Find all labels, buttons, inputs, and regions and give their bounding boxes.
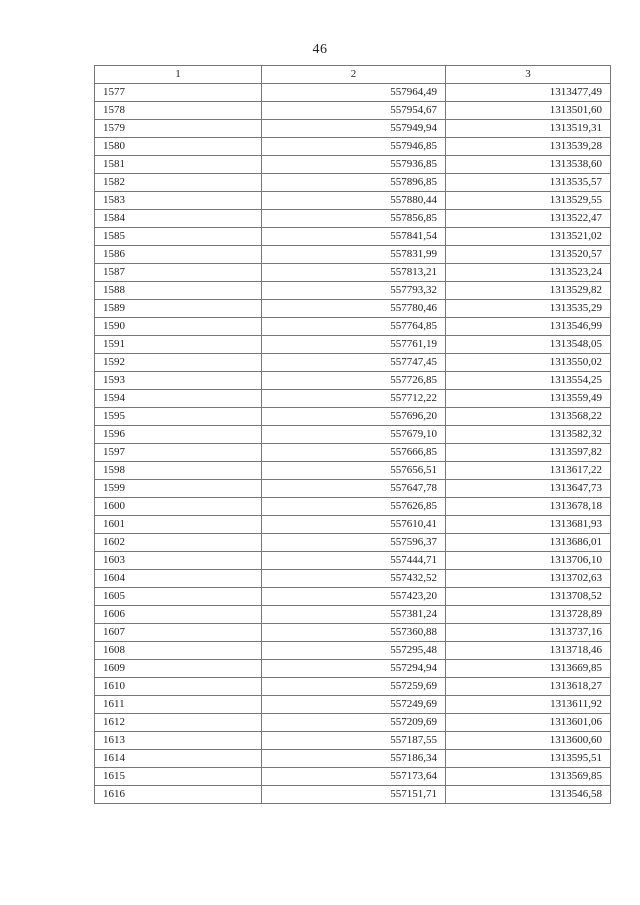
y-coordinate-cell: 1313600,60 — [446, 732, 611, 750]
x-coordinate-cell: 557294,94 — [262, 660, 446, 678]
point-number-cell: 1616 — [95, 786, 262, 804]
y-coordinate-cell: 1313548,05 — [446, 336, 611, 354]
point-number-cell: 1601 — [95, 516, 262, 534]
table-row — [95, 480, 611, 498]
table-row — [95, 336, 611, 354]
y-coordinate-cell: 1313686,01 — [446, 534, 611, 552]
table-row — [95, 444, 611, 462]
y-coordinate-cell: 1313519,31 — [446, 120, 611, 138]
point-number-cell: 1610 — [95, 678, 262, 696]
y-coordinate-cell: 1313568,22 — [446, 408, 611, 426]
point-number-cell: 1581 — [95, 156, 262, 174]
table-row — [95, 552, 611, 570]
y-coordinate-cell: 1313501,60 — [446, 102, 611, 120]
x-coordinate-cell: 557954,67 — [262, 102, 446, 120]
table-row — [95, 678, 611, 696]
point-number-cell: 1611 — [95, 696, 262, 714]
x-coordinate-cell: 557841,54 — [262, 228, 446, 246]
x-coordinate-cell: 557295,48 — [262, 642, 446, 660]
table-row — [95, 120, 611, 138]
table-row — [95, 660, 611, 678]
column-header-2: 2 — [262, 66, 446, 84]
table-row — [95, 174, 611, 192]
x-coordinate-cell: 557186,34 — [262, 750, 446, 768]
y-coordinate-cell: 1313569,85 — [446, 768, 611, 786]
y-coordinate-cell: 1313535,57 — [446, 174, 611, 192]
y-coordinate-cell: 1313523,24 — [446, 264, 611, 282]
x-coordinate-cell: 557432,52 — [262, 570, 446, 588]
point-number-cell: 1615 — [95, 768, 262, 786]
table-row — [95, 534, 611, 552]
point-number-cell: 1588 — [95, 282, 262, 300]
table-row — [95, 282, 611, 300]
x-coordinate-cell: 557880,44 — [262, 192, 446, 210]
point-number-cell: 1578 — [95, 102, 262, 120]
y-coordinate-cell: 1313535,29 — [446, 300, 611, 318]
table-row — [95, 84, 611, 102]
y-coordinate-cell: 1313529,82 — [446, 282, 611, 300]
y-coordinate-cell: 1313522,47 — [446, 210, 611, 228]
table-row — [95, 102, 611, 120]
y-coordinate-cell: 1313681,93 — [446, 516, 611, 534]
column-header-3: 3 — [446, 66, 611, 84]
table-row — [95, 318, 611, 336]
x-coordinate-cell: 557764,85 — [262, 318, 446, 336]
y-coordinate-cell: 1313706,10 — [446, 552, 611, 570]
y-coordinate-cell: 1313708,52 — [446, 588, 611, 606]
x-coordinate-cell: 557712,22 — [262, 390, 446, 408]
point-number-cell: 1599 — [95, 480, 262, 498]
table-row — [95, 714, 611, 732]
x-coordinate-cell: 557259,69 — [262, 678, 446, 696]
y-coordinate-cell: 1313618,27 — [446, 678, 611, 696]
y-coordinate-cell: 1313559,49 — [446, 390, 611, 408]
x-coordinate-cell: 557626,85 — [262, 498, 446, 516]
y-coordinate-cell: 1313582,32 — [446, 426, 611, 444]
table-row — [95, 138, 611, 156]
point-number-cell: 1594 — [95, 390, 262, 408]
point-number-cell: 1589 — [95, 300, 262, 318]
point-number-cell: 1580 — [95, 138, 262, 156]
y-coordinate-cell: 1313477,49 — [446, 84, 611, 102]
x-coordinate-cell: 557151,71 — [262, 786, 446, 804]
y-coordinate-cell: 1313546,58 — [446, 786, 611, 804]
x-coordinate-cell: 557856,85 — [262, 210, 446, 228]
table-row — [95, 786, 611, 804]
point-number-cell: 1596 — [95, 426, 262, 444]
y-coordinate-cell: 1313595,51 — [446, 750, 611, 768]
y-coordinate-cell: 1313617,22 — [446, 462, 611, 480]
x-coordinate-cell: 557596,37 — [262, 534, 446, 552]
x-coordinate-cell: 557423,20 — [262, 588, 446, 606]
y-coordinate-cell: 1313546,99 — [446, 318, 611, 336]
y-coordinate-cell: 1313529,55 — [446, 192, 611, 210]
table-row — [95, 498, 611, 516]
point-number-cell: 1604 — [95, 570, 262, 588]
y-coordinate-cell: 1313678,18 — [446, 498, 611, 516]
x-coordinate-cell: 557831,99 — [262, 246, 446, 264]
point-number-cell: 1600 — [95, 498, 262, 516]
table-body — [95, 84, 611, 804]
table-row — [95, 246, 611, 264]
y-coordinate-cell: 1313550,02 — [446, 354, 611, 372]
point-number-cell: 1582 — [95, 174, 262, 192]
x-coordinate-cell: 557747,45 — [262, 354, 446, 372]
x-coordinate-cell: 557726,85 — [262, 372, 446, 390]
x-coordinate-cell: 557610,41 — [262, 516, 446, 534]
point-number-cell: 1608 — [95, 642, 262, 660]
header-row — [95, 66, 611, 84]
table-row — [95, 264, 611, 282]
x-coordinate-cell: 557444,71 — [262, 552, 446, 570]
point-number-cell: 1606 — [95, 606, 262, 624]
x-coordinate-cell: 557656,51 — [262, 462, 446, 480]
point-number-cell: 1587 — [95, 264, 262, 282]
x-coordinate-cell: 557249,69 — [262, 696, 446, 714]
table-row — [95, 426, 611, 444]
x-coordinate-cell: 557949,94 — [262, 120, 446, 138]
point-number-cell: 1591 — [95, 336, 262, 354]
point-number-cell: 1595 — [95, 408, 262, 426]
table-header — [95, 66, 611, 84]
point-number-cell: 1597 — [95, 444, 262, 462]
y-coordinate-cell: 1313520,57 — [446, 246, 611, 264]
table-row — [95, 750, 611, 768]
table-row — [95, 354, 611, 372]
point-number-cell: 1614 — [95, 750, 262, 768]
table-row — [95, 210, 611, 228]
x-coordinate-cell: 557936,85 — [262, 156, 446, 174]
point-number-cell: 1603 — [95, 552, 262, 570]
point-number-cell: 1585 — [95, 228, 262, 246]
y-coordinate-cell: 1313538,60 — [446, 156, 611, 174]
y-coordinate-cell: 1313521,02 — [446, 228, 611, 246]
table-row — [95, 606, 611, 624]
y-coordinate-cell: 1313597,82 — [446, 444, 611, 462]
table-row — [95, 408, 611, 426]
x-coordinate-cell: 557813,21 — [262, 264, 446, 282]
y-coordinate-cell: 1313554,25 — [446, 372, 611, 390]
point-number-cell: 1590 — [95, 318, 262, 336]
coordinates-table — [94, 65, 611, 804]
y-coordinate-cell: 1313718,46 — [446, 642, 611, 660]
column-header-1: 1 — [95, 66, 262, 84]
point-number-cell: 1584 — [95, 210, 262, 228]
table-row — [95, 390, 611, 408]
point-number-cell: 1612 — [95, 714, 262, 732]
table-row — [95, 732, 611, 750]
x-coordinate-cell: 557173,64 — [262, 768, 446, 786]
table-row — [95, 156, 611, 174]
y-coordinate-cell: 1313539,28 — [446, 138, 611, 156]
point-number-cell: 1586 — [95, 246, 262, 264]
point-number-cell: 1605 — [95, 588, 262, 606]
table-row — [95, 624, 611, 642]
x-coordinate-cell: 557360,88 — [262, 624, 446, 642]
point-number-cell: 1577 — [95, 84, 262, 102]
y-coordinate-cell: 1313669,85 — [446, 660, 611, 678]
table-row — [95, 588, 611, 606]
table-row — [95, 228, 611, 246]
y-coordinate-cell: 1313728,89 — [446, 606, 611, 624]
page-number: 46 — [312, 42, 328, 57]
x-coordinate-cell: 557761,19 — [262, 336, 446, 354]
y-coordinate-cell: 1313611,92 — [446, 696, 611, 714]
table-row — [95, 372, 611, 390]
x-coordinate-cell: 557896,85 — [262, 174, 446, 192]
point-number-cell: 1609 — [95, 660, 262, 678]
table-row — [95, 192, 611, 210]
point-number-cell: 1602 — [95, 534, 262, 552]
y-coordinate-cell: 1313601,06 — [446, 714, 611, 732]
x-coordinate-cell: 557679,10 — [262, 426, 446, 444]
table-row — [95, 516, 611, 534]
point-number-cell: 1579 — [95, 120, 262, 138]
table-row — [95, 462, 611, 480]
x-coordinate-cell: 557209,69 — [262, 714, 446, 732]
point-number-cell: 1592 — [95, 354, 262, 372]
x-coordinate-cell: 557187,55 — [262, 732, 446, 750]
y-coordinate-cell: 1313737,16 — [446, 624, 611, 642]
table-row — [95, 696, 611, 714]
point-number-cell: 1607 — [95, 624, 262, 642]
x-coordinate-cell: 557780,46 — [262, 300, 446, 318]
x-coordinate-cell: 557666,85 — [262, 444, 446, 462]
table-row — [95, 300, 611, 318]
x-coordinate-cell: 557381,24 — [262, 606, 446, 624]
x-coordinate-cell: 557647,78 — [262, 480, 446, 498]
y-coordinate-cell: 1313702,63 — [446, 570, 611, 588]
point-number-cell: 1613 — [95, 732, 262, 750]
x-coordinate-cell: 557793,32 — [262, 282, 446, 300]
x-coordinate-cell: 557964,49 — [262, 84, 446, 102]
table-row — [95, 570, 611, 588]
x-coordinate-cell: 557946,85 — [262, 138, 446, 156]
table-row — [95, 768, 611, 786]
y-coordinate-cell: 1313647,73 — [446, 480, 611, 498]
x-coordinate-cell: 557696,20 — [262, 408, 446, 426]
point-number-cell: 1598 — [95, 462, 262, 480]
point-number-cell: 1593 — [95, 372, 262, 390]
table-row — [95, 642, 611, 660]
point-number-cell: 1583 — [95, 192, 262, 210]
